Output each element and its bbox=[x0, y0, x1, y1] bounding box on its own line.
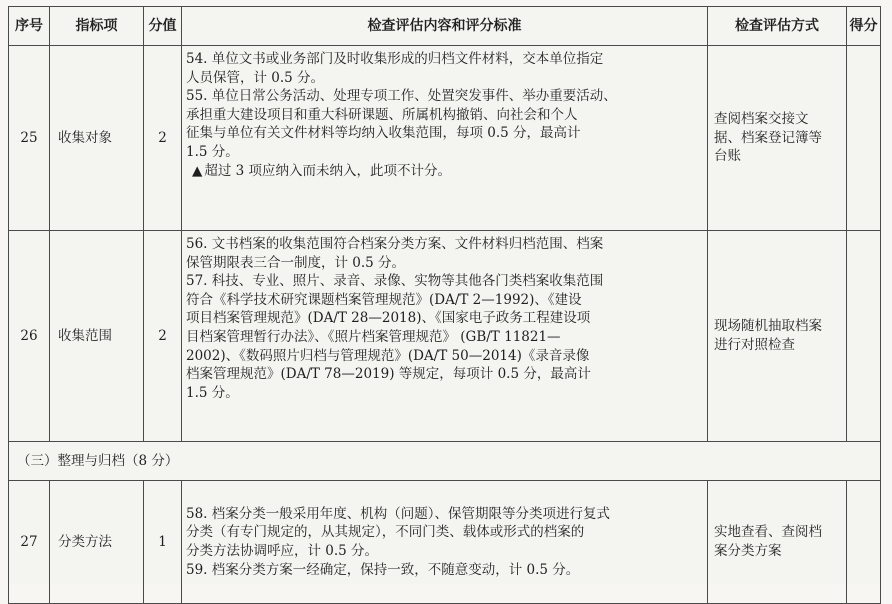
criterion-line: 保管期限表三合一制度，计 0.5 分。 bbox=[186, 254, 406, 271]
method-line: 现场随机抽取档案 bbox=[714, 318, 822, 335]
method-line: 查阅档案交接文 bbox=[714, 111, 809, 128]
row-number: 26 bbox=[9, 231, 50, 442]
indicator-name: 分类方法 bbox=[50, 481, 144, 604]
indicator-name: 收集范围 bbox=[50, 231, 144, 442]
table-row bbox=[9, 481, 881, 604]
criterion-line: 1.5 分。 bbox=[186, 384, 239, 401]
header-score: 分值 bbox=[144, 7, 182, 46]
score-value: 1 bbox=[144, 481, 182, 604]
method-line: 台账 bbox=[714, 148, 741, 165]
criterion-line: 目档案管理暂行办法》、《照片档案管理规范》 (GB/T 11821— bbox=[186, 328, 561, 345]
criterion-item bbox=[186, 272, 701, 402]
criterion-line: 59. 档案分类方案一经确定，保持一致，不随意变动，计 0.5 分。 bbox=[186, 561, 580, 578]
criterion-item bbox=[186, 87, 701, 161]
assessment-method bbox=[708, 231, 847, 442]
criterion-item bbox=[186, 561, 701, 580]
criterion-line: 征集与单位有关文件材料等均纳入收集范围，每项 0.5 分，最高计 bbox=[186, 125, 581, 142]
row-number: 25 bbox=[9, 46, 50, 231]
criteria-content bbox=[182, 231, 708, 442]
criterion-item bbox=[186, 50, 701, 87]
section-heading: （三）整理与归档（8 分） bbox=[9, 442, 881, 481]
evaluation-table bbox=[8, 6, 881, 604]
points-cell[interactable] bbox=[847, 231, 881, 442]
assessment-method bbox=[708, 481, 847, 604]
criterion-line: 分类（有专门规定的，从其规定），不同门类、载体或形式的档案的 bbox=[186, 524, 585, 541]
deduction-note-text: 超过 3 项应纳入而未纳入，此项不计分。 bbox=[204, 162, 452, 179]
criterion-line: 57. 科技、专业、照片、录音、录像、实物等其他各门类档案收集范围 bbox=[186, 273, 604, 290]
header-row bbox=[9, 7, 881, 46]
criterion-line: 2002)、《数码照片归档与管理规范》(DA/T 50—2014)《录音录像 bbox=[186, 347, 590, 364]
criterion-item bbox=[186, 505, 701, 561]
criterion-line: 58. 档案分类一般采用年度、机构（问题）、保管期限等分类项进行复式 bbox=[186, 505, 611, 522]
header-method: 检查评估方式 bbox=[708, 7, 847, 46]
indicator-name: 收集对象 bbox=[50, 46, 144, 231]
row-number: 27 bbox=[9, 481, 50, 604]
assessment-method bbox=[708, 46, 847, 231]
criterion-line: 1.5 分。 bbox=[186, 143, 239, 160]
method-line: 进行对照检查 bbox=[714, 337, 795, 353]
section-row bbox=[9, 442, 881, 481]
criterion-line: 54. 单位文书或业务部门及时收集形成的归档文件材料，交本单位指定 bbox=[186, 51, 604, 67]
deduction-note bbox=[186, 162, 701, 181]
score-value: 2 bbox=[144, 46, 182, 231]
criteria-content bbox=[182, 46, 708, 231]
criterion-line: 人员保管，计 0.5 分。 bbox=[186, 69, 325, 86]
criterion-line: 55. 单位日常公务活动、处理专项工作、处置突发事件、举办重要活动、 bbox=[186, 88, 617, 105]
table-row bbox=[9, 231, 881, 442]
header-no: 序号 bbox=[9, 7, 50, 46]
score-value: 2 bbox=[144, 231, 182, 442]
criterion-line: 档案管理规范》(DA/T 78—2019) 等规定，每项计 0.5 分，最高计 bbox=[186, 366, 591, 383]
method-line: 据、档案登记簿等 bbox=[714, 129, 822, 146]
header-item: 指标项 bbox=[50, 7, 144, 46]
evaluation-sheet bbox=[8, 6, 880, 584]
method-line: 案分类方案 bbox=[714, 543, 782, 559]
criterion-line: 符合《科学技术研究课题档案管理规范》(DA/T 2—1992)、《建设 bbox=[186, 291, 582, 308]
criterion-line: 承担重大建设项目和重大科研课题、所属机构撤销、向社会和个人 bbox=[186, 106, 578, 123]
header-content: 检查评估内容和评分标准 bbox=[182, 7, 708, 46]
method-line: 实地查看、查阅档 bbox=[714, 524, 822, 541]
criterion-line: 分类方法协调呼应，计 0.5 分。 bbox=[186, 543, 379, 559]
criteria-content bbox=[182, 481, 708, 604]
triangle-icon: ▲ bbox=[192, 162, 203, 179]
points-cell[interactable] bbox=[847, 481, 881, 604]
criterion-item bbox=[186, 235, 701, 272]
table-row bbox=[9, 46, 881, 231]
criterion-line: 56. 文书档案的收集范围符合档案分类方案、文件材料归档范围、档案 bbox=[186, 236, 604, 252]
criterion-line: 项目档案管理规范》(DA/T 28—2018)、《国家电子政务工程建设项 bbox=[186, 310, 591, 327]
header-points: 得分 bbox=[847, 7, 881, 46]
points-cell[interactable] bbox=[847, 46, 881, 231]
